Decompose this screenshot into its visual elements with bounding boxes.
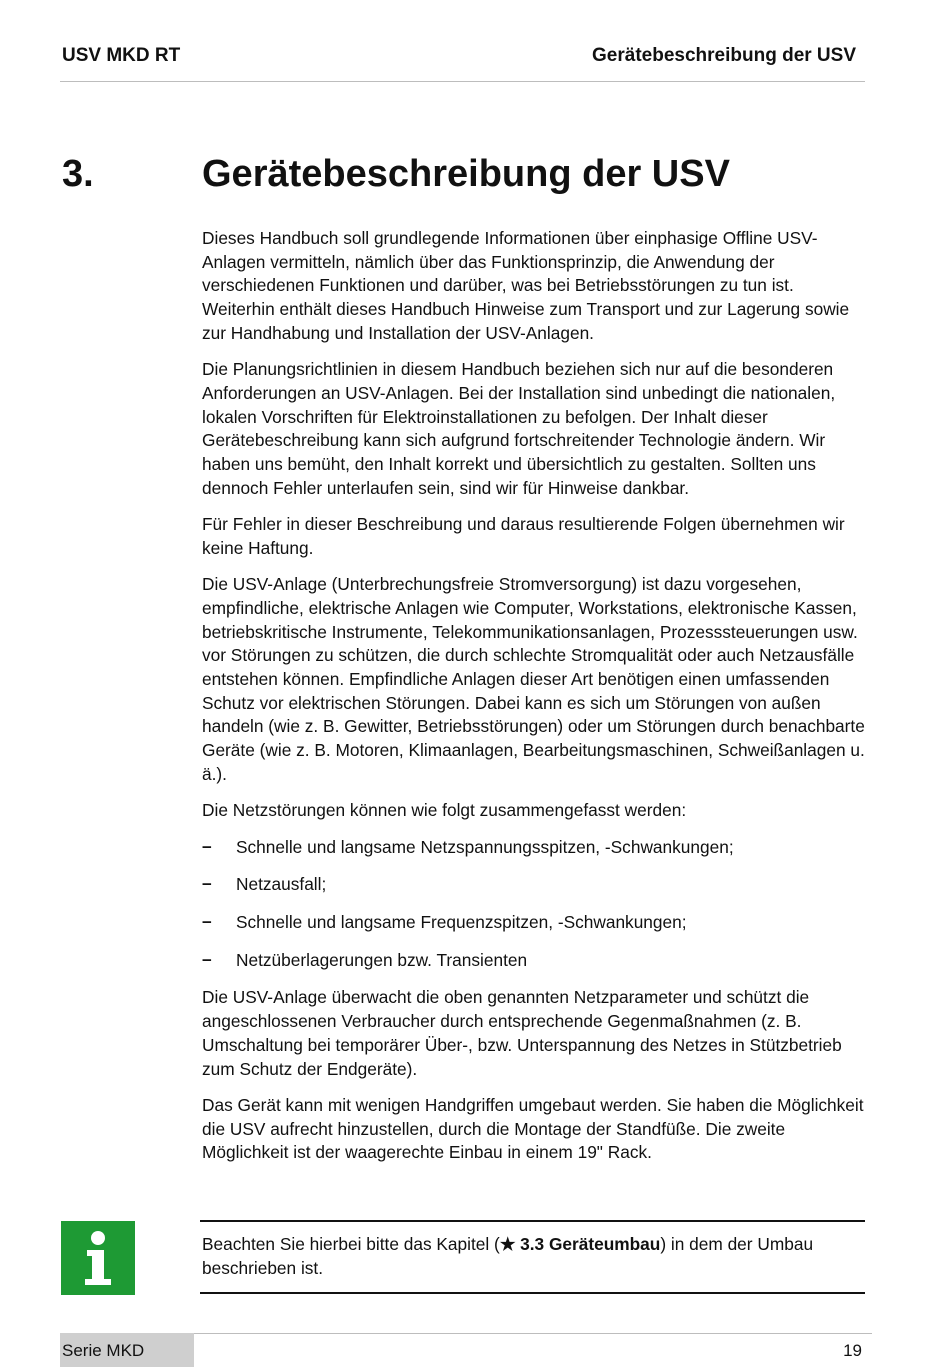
- page-number: 19: [843, 1341, 862, 1360]
- list-item: [202, 873, 866, 897]
- list-item: [202, 949, 866, 973]
- footer-series: Serie MKD: [62, 1341, 145, 1360]
- list-item: [202, 836, 866, 860]
- note-text-before: Beachten Sie hierbei bitte das Kapitel (: [202, 1234, 500, 1254]
- paragraph: Die USV-Anlage (Unterbrechungsfreie Stromversorgung) ist dazu vorgesehen, empfindliche, elektrische Anlagen wie Computer, Workstations, elektronische Kassen, betriebskritische Instrumente, Telekommunikationsanlagen, Prozesssteuerungen usw. vor Störungen zu schützen, die durch schlechte Stromqualität oder auch Netzausfälle entstehen können. Empfindliche Anlagen dieser Art benötigen einen umfassenden Schutz vor elektrischen Störungen. Dabei kann es sich um Störungen von außen handeln (wie z. B. Gewitter, Betriebsstörungen) oder um Störungen durch benachbarte Geräte (wie z. B. Motoren, Klimaanlagen, Bearbeitungsmaschinen, Schweißanlagen u. ä.).: [202, 574, 865, 784]
- chapter-title: Gerätebeschreibung der USV: [202, 153, 730, 195]
- header-left: USV MKD RT: [62, 45, 181, 66]
- note-top-rule: [200, 1220, 865, 1222]
- paragraph: Das Gerät kann mit wenigen Handgriffen umgebaut werden. Sie haben die Möglichkeit die USV aufrecht hinzustellen, durch die Montage der Standfüße. Die zweite Möglichkeit ist der waagerechte Einbau in einem 19" Rack.: [202, 1094, 864, 1163]
- header-divider: [60, 81, 865, 82]
- paragraph: Die Netzstörungen können wie folgt zusammengefasst werden:: [202, 800, 687, 821]
- info-icon: [61, 1221, 135, 1295]
- paragraph: Für Fehler in dieser Beschreibung und daraus resultierende Folgen übernehmen wir keine Haftung.: [202, 514, 845, 558]
- header-right: Gerätebeschreibung der USV: [592, 45, 856, 66]
- dash-bullet: –: [202, 835, 212, 856]
- note-bottom-rule: [200, 1292, 865, 1294]
- list-item-text: Netzausfall;: [236, 874, 327, 895]
- list-item: [202, 911, 866, 935]
- paragraph: Die USV-Anlage überwacht die oben genannten Netzparameter und schützt die angeschlossenen Verbraucher durch entsprechende Gegenmaßnahmen (z. B. Umschaltung bei temporärer Über-, bzw. Unterspannung des Netzes in Stützbetrieb zum Schutz der Endgeräte).: [202, 987, 842, 1079]
- chapter-number: 3.: [62, 153, 94, 195]
- list-item-text: Netzüberlagerungen bzw. Transienten: [236, 949, 528, 970]
- note-text: [202, 1233, 852, 1280]
- star-icon: ★: [499, 1234, 516, 1254]
- list-item-text: Schnelle und langsame Netzspannungsspitzen, -Schwankungen;: [236, 836, 734, 857]
- note-text-after: ) in dem der Umbau beschrieben ist.: [202, 1234, 814, 1278]
- paragraph: Die Planungsrichtlinien in diesem Handbuch beziehen sich nur auf die besonderen Anforderungen an USV-Anlagen. Bei der Installation sind unbedingt die nationalen, lokalen Vorschriften für Elektroinstallationen zu befolgen. Der Inhalt dieser Gerätebeschreibung kann sich aufgrund fortschreitender Technologie ändern. Wir haben uns bemüht, den Inhalt korrekt und übersichtlich zu gestalten. Sollten uns dennoch Fehler unterlaufen sein, sind wir für Hinweise dankbar.: [202, 359, 836, 498]
- dash-bullet: –: [202, 873, 212, 894]
- paragraph: Dieses Handbuch soll grundlegende Informationen über einphasige Offline USV-Anlagen vermitteln, nämlich über das Funktionsprinzip, die Anwendung der verschiedenen Funktionen und darüber, was bei Betriebsstörungen zu tun ist. Weiterhin enthält dieses Handbuch Hinweise zum Transport und zur Lagerung sowie zur Handhabung und Installation der USV-Anlagen.: [202, 228, 850, 343]
- dash-bullet: –: [202, 911, 212, 932]
- list-item-text: Schnelle und langsame Frequenzspitzen, -Schwankungen;: [236, 912, 687, 933]
- dash-bullet: –: [202, 948, 212, 969]
- body-text: [202, 227, 866, 1178]
- disturbance-list: [202, 836, 866, 973]
- chapter-reference[interactable]: 3.3 Geräteumbau: [515, 1234, 661, 1254]
